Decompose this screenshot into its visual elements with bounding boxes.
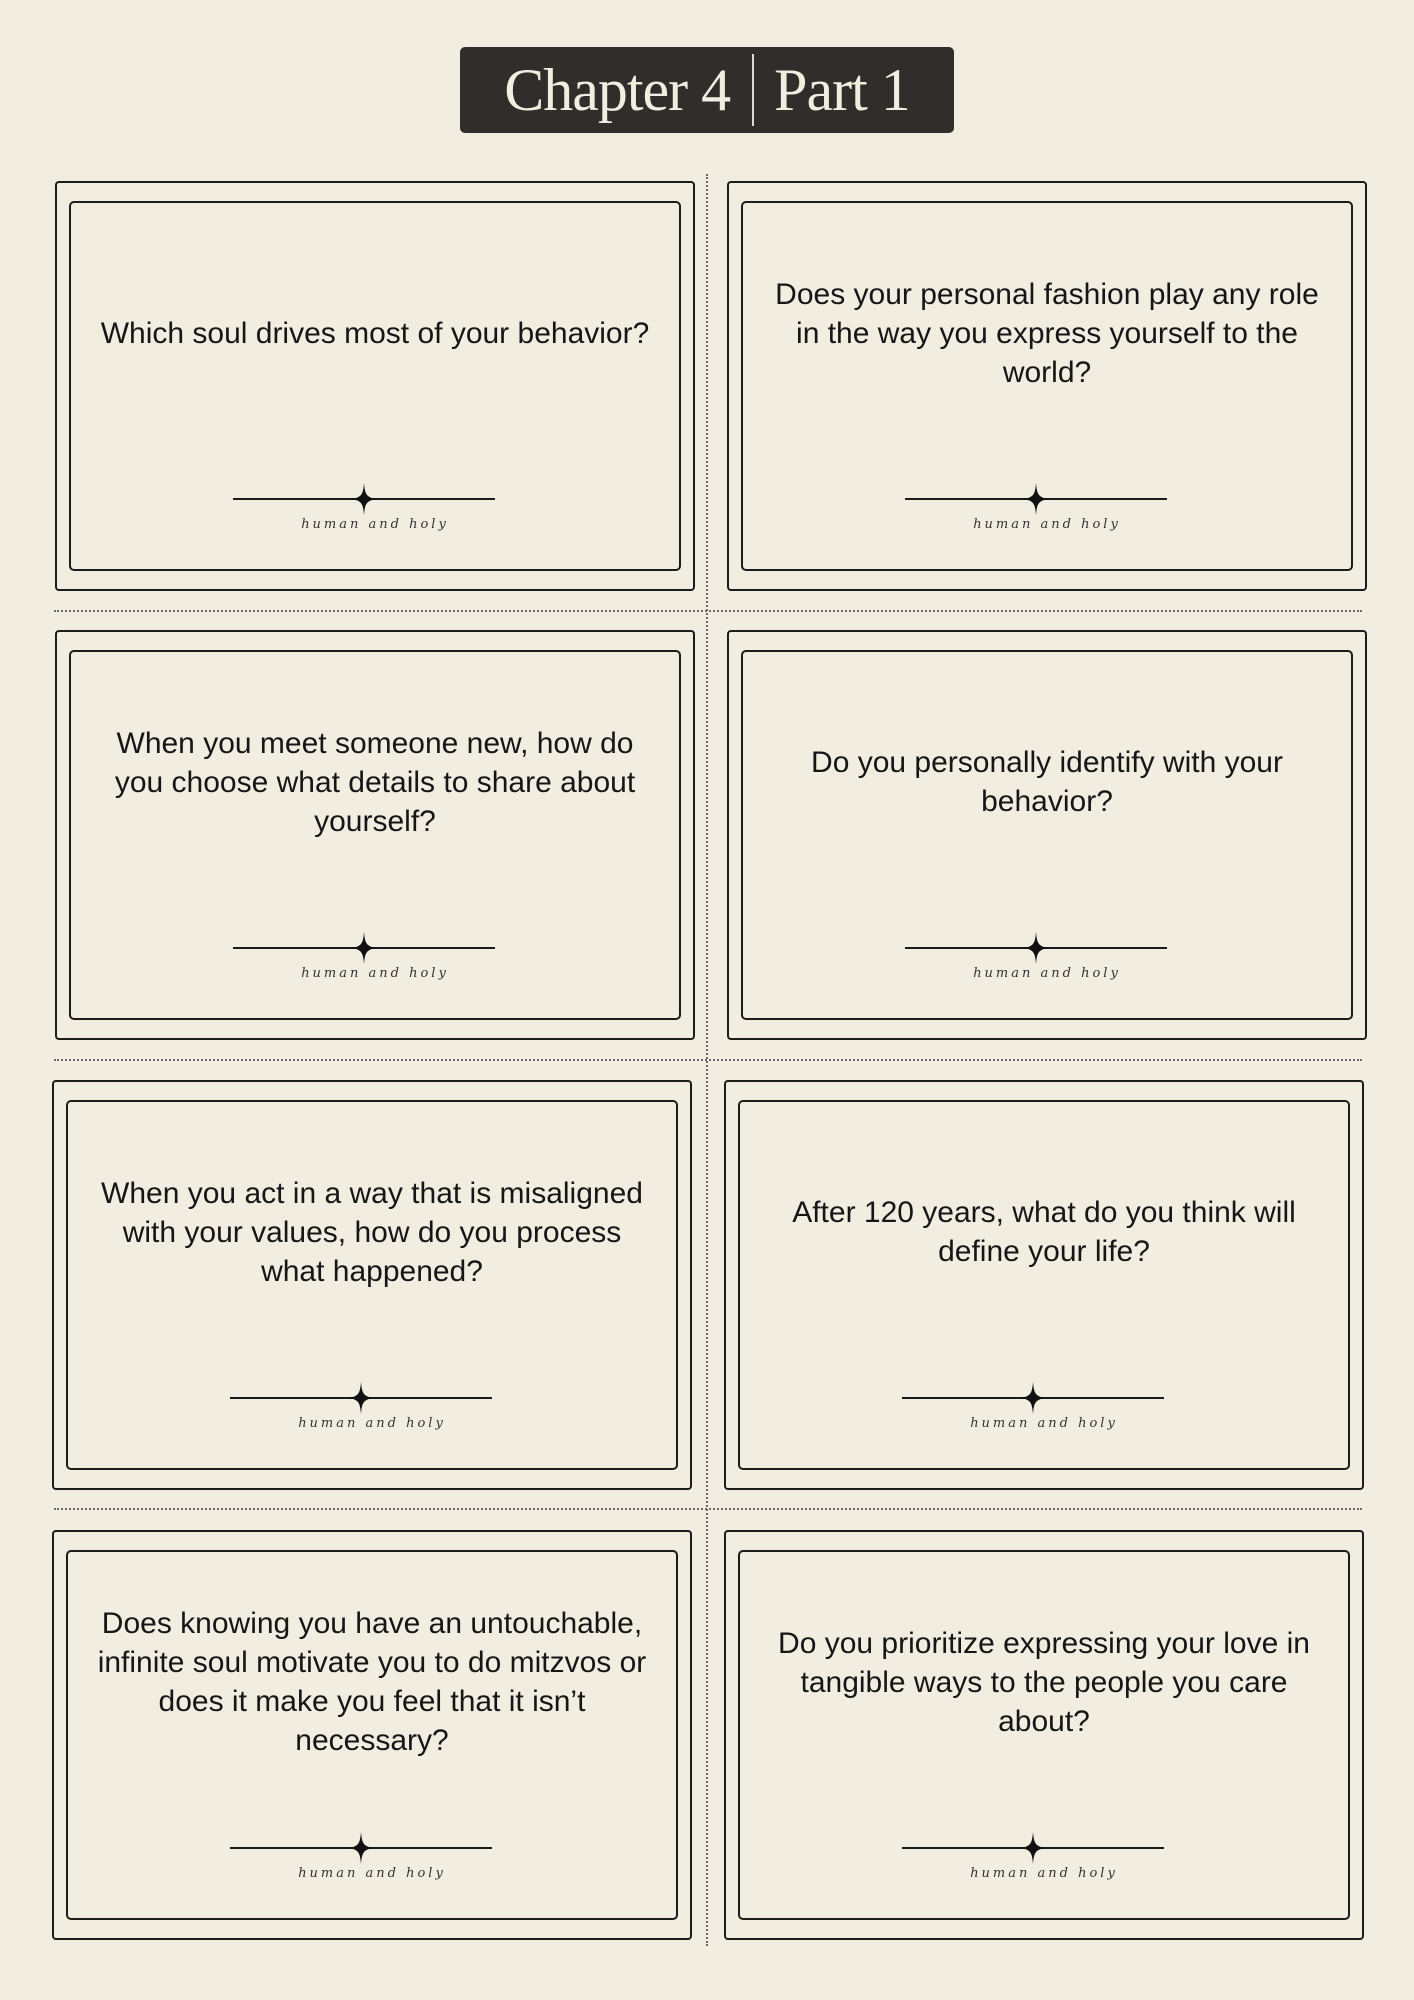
question-card-2 <box>727 181 1367 591</box>
question-card-7 <box>52 1530 692 1940</box>
brand-signature: human and holy <box>973 517 1121 532</box>
sparkle-icon <box>1021 1832 1045 1864</box>
card-divider <box>233 489 495 509</box>
card-question: Do you personally identify with your behavior? <box>811 746 1283 818</box>
brand-signature: human and holy <box>298 1866 446 1881</box>
card-question: When you meet someone new, how do you choose what details to share about yourself? <box>114 726 636 838</box>
sparkle-icon <box>349 1382 373 1414</box>
card-question: Does your personal fashion play any role in the way you express yourself to the world? <box>775 277 1319 389</box>
horizontal-cut-line-1 <box>54 610 1362 612</box>
card-question: After 120 years, what do you think will define your life? <box>792 1196 1296 1268</box>
sparkle-icon <box>1021 1382 1045 1414</box>
card-divider <box>902 1838 1164 1858</box>
title-separator <box>752 54 754 126</box>
chapter-label: Chapter 4 <box>504 56 731 123</box>
brand-signature: human and holy <box>973 966 1121 981</box>
question-card-1 <box>55 181 695 591</box>
card-question: Does knowing you have an untouchable, infinite soul motivate you to do mitzvos or does it make you feel that it isn’t necessary? <box>97 1607 647 1757</box>
card-question: Which soul drives most of your behavior? <box>100 316 650 350</box>
sparkle-icon <box>352 932 376 964</box>
sparkle-icon <box>349 1832 373 1864</box>
brand-signature: human and holy <box>301 966 449 981</box>
sparkle-icon <box>1024 483 1048 515</box>
card-divider <box>230 1838 492 1858</box>
question-card-4 <box>727 630 1367 1040</box>
part-label: Part 1 <box>774 56 910 123</box>
card-divider <box>902 1388 1164 1408</box>
brand-signature: human and holy <box>970 1416 1118 1431</box>
card-divider <box>905 938 1167 958</box>
horizontal-cut-line-3 <box>54 1508 1362 1510</box>
question-card-3 <box>55 630 695 1040</box>
card-divider <box>230 1388 492 1408</box>
card-question: When you act in a way that is misaligned with your values, how do you process what happened? <box>101 1176 643 1288</box>
question-card-5 <box>52 1080 692 1490</box>
sparkle-icon <box>1024 932 1048 964</box>
question-card-6 <box>724 1080 1364 1490</box>
horizontal-cut-line-2 <box>54 1059 1362 1061</box>
brand-signature: human and holy <box>298 1416 446 1431</box>
card-divider <box>233 938 495 958</box>
brand-signature: human and holy <box>970 1866 1118 1881</box>
sparkle-icon <box>352 483 376 515</box>
card-question: Do you prioritize expressing your love in tangible ways to the people you care about? <box>778 1626 1310 1738</box>
brand-signature: human and holy <box>301 517 449 532</box>
question-card-8 <box>724 1530 1364 1940</box>
card-divider <box>905 489 1167 509</box>
chapter-title-banner <box>460 47 954 133</box>
